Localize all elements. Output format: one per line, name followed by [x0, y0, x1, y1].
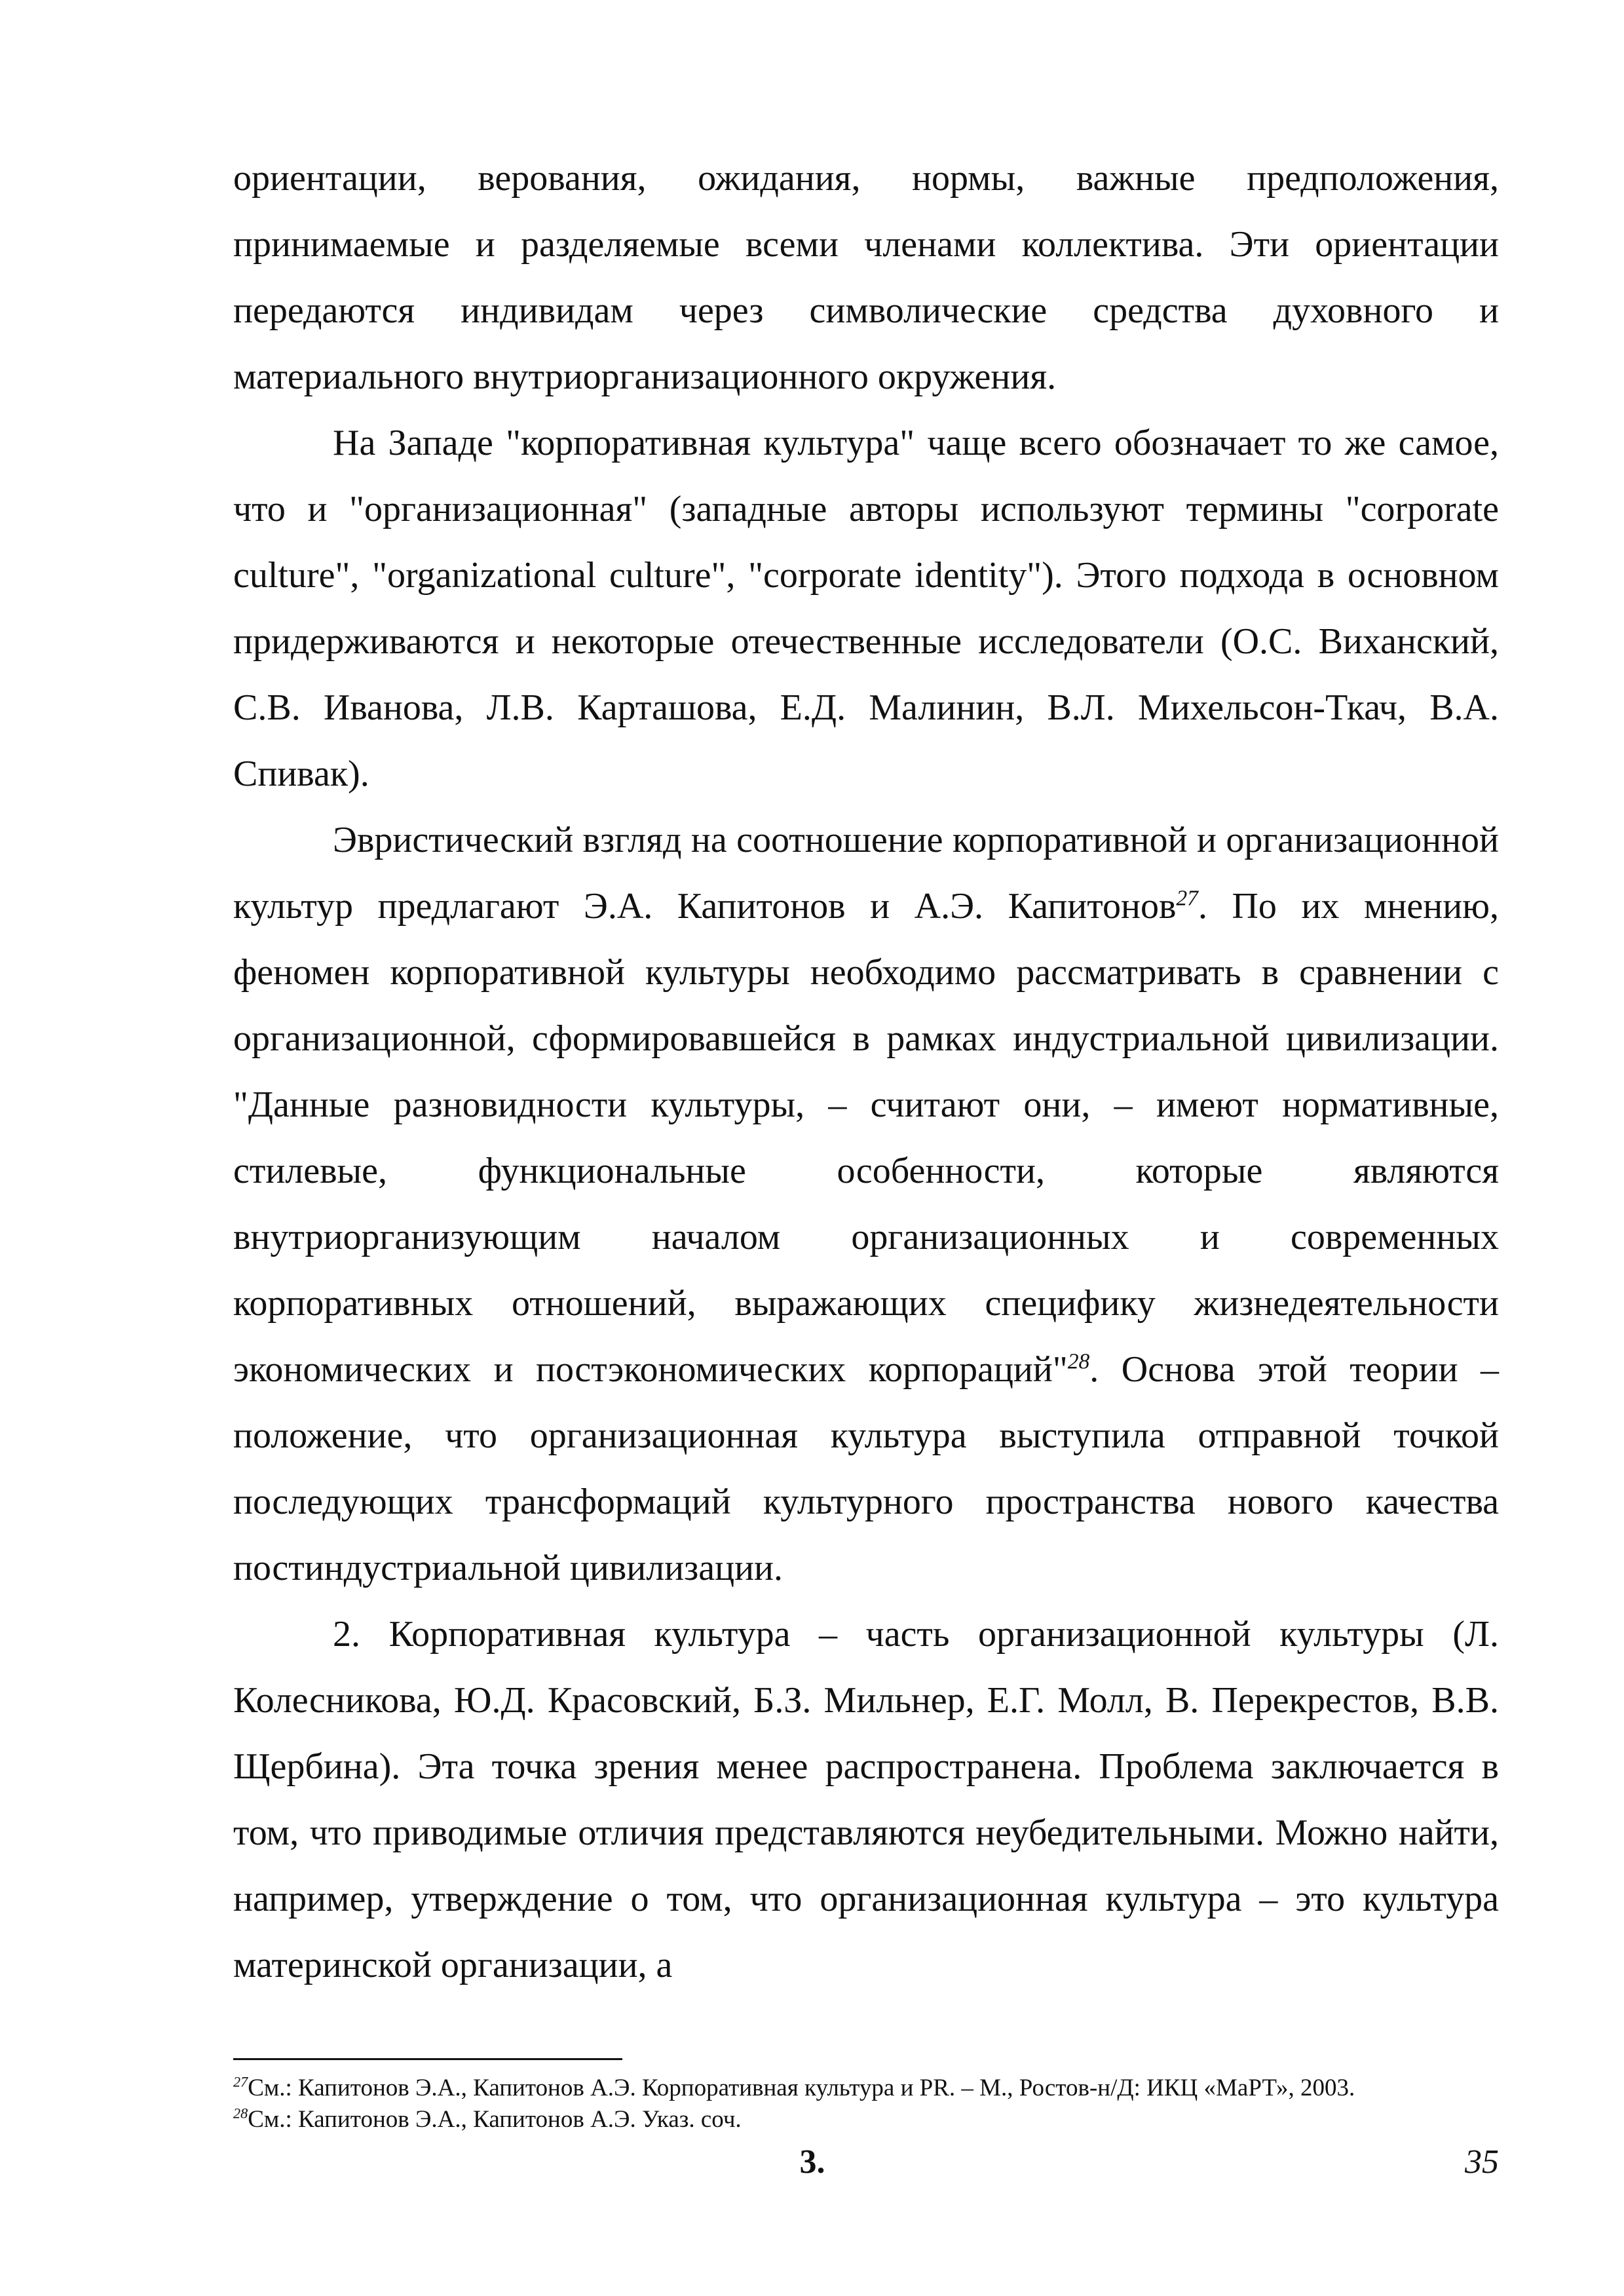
footnote — [233, 2073, 1499, 2104]
footnote-text: См.: Капитонов Э.А., Капитонов А.Э. Корпоративная культура и PR. – М., Ростов-н/Д: ИКЦ «МаРТ», 2003. — [248, 2075, 1355, 2101]
footnotes — [233, 2073, 1499, 2135]
paragraph-text: 2. Корпоративная культура – часть организационной культуры (Л. Колесникова, Ю.Д. Красовский, Б.З. Мильнер, Е.Г. Молл, В. Перекрестов, В.В. Щербина). Эта точка зрения менее распространена. Проблема заключается в том, что приводимые отличия представляются неубедительными. Можно найти, например, утверждение о том, что организационная культура – это культура материнской организации, а — [233, 1614, 1499, 1985]
footnote — [233, 2104, 1499, 2135]
footnote-ref-27: 27 — [1176, 886, 1198, 911]
paragraph — [233, 807, 1499, 1601]
footnote-divider — [233, 2058, 622, 2060]
paragraph-text: Эвристический взгляд на соотношение корпоративной и организационной культур предлагают Э.А. Капитонов и А.Э. Капитонов — [233, 820, 1499, 927]
footnote-number: 27 — [233, 2073, 248, 2090]
footnote-ref-28: 28 — [1067, 1349, 1090, 1374]
paragraph-text: . По их мнению, феномен корпоративной культуры необходимо рассматривать в сравнении с организационной, сформировавшейся в рамках индустриальной цивилизации. "Данные разновидности культуры, – считают они, – имеют нормативные, стилевые, функциональные особенности, которые являются внутриорганизующим началом организационных и современных корпоративных отношений, выражающих специфику жизнедеятельности экономических и постэкономических корпораций" — [233, 886, 1499, 1390]
page-number: 35 — [1465, 2143, 1499, 2181]
paragraph — [233, 1601, 1499, 1999]
footnote-text: См.: Капитонов Э.А., Капитонов А.Э. Указ. соч. — [248, 2106, 742, 2133]
main-text — [233, 145, 1499, 1999]
footnote-number: 28 — [233, 2105, 248, 2122]
paragraph — [233, 410, 1499, 807]
paragraph-text: ориентации, верования, ожидания, нормы, важные предположения, принимаемые и разделяемые всеми членами коллектива. Эти ориентации передаются индивидам через символические средства духовного и материального внутриорганизационного окружения. — [233, 158, 1499, 397]
section-mark: 3. — [799, 2143, 825, 2181]
paragraph-text: На Западе "корпоративная культура" чаще всего обозначает то же самое, что и "организационная" (западные авторы используют термины "corporate culture", "organizational culture", "corporate identity"). Этого подхода в основном придерживаются и некоторые отечественные исследователи (О.С. Виханский, С.В. Иванова, Л.В. Карташова, Е.Д. Малинин, В.Л. Михельсон-Ткач, В.А. Спивак). — [233, 423, 1499, 794]
paragraph-text: . Основа этой теории – положение, что организационная культура выступила отправной точкой последующих трансформаций культурного пространства нового качества постиндустриальной цивилизации. — [233, 1349, 1499, 1588]
paragraph — [233, 145, 1499, 410]
